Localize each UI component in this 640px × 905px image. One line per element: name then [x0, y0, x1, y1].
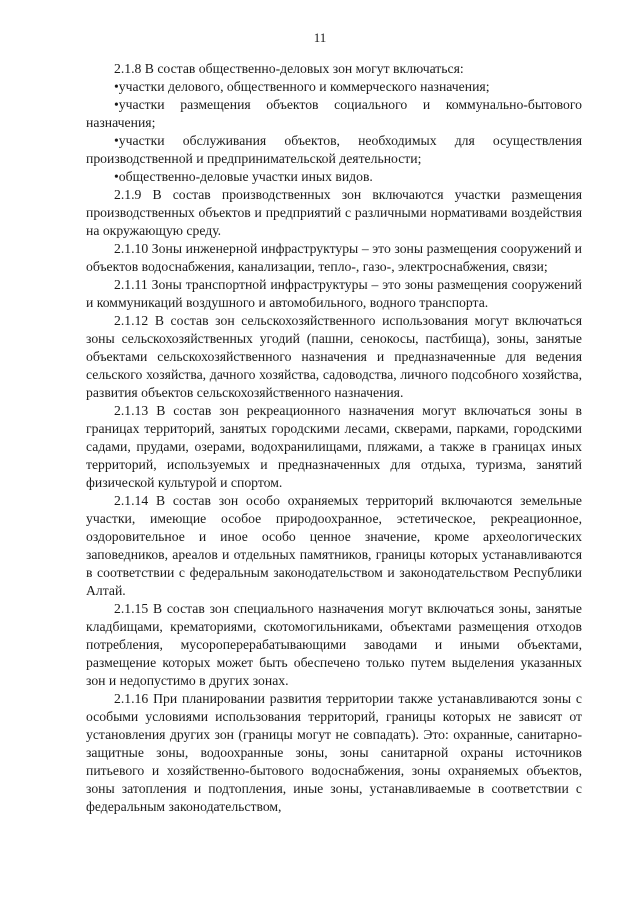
paragraph-2-1-13: 2.1.13 В состав зон рекреационного назначения могут включаться зоны в границах территорий, занятых городскими лесами, скверами, парками, городскими садами, прудами, озерами, водохранилищами, пляжами, а также в границах иных территорий, используемых и предназначенных для отдыха, туризма, занятий физической культурой и спортом. — [86, 403, 582, 490]
paragraph-2-1-15: 2.1.15 В состав зон специального назначения могут включаться зоны, занятые кладбищами, крематориями, скотомогильниками, объектами размещения отходов потребления, мусороперерабатывающими заводами и иными объектами, размещение которых может быть обеспечено только путем выделения указанных зон и недопустимо в других зонах. — [86, 601, 582, 688]
bullet-item: •общественно-деловые участки иных видов. — [114, 169, 373, 184]
paragraph-2-1-10: 2.1.10 Зоны инженерной инфраструктуры – это зоны размещения сооружений и объектов водоснабжения, канализации, тепло-, газо-, электроснабжения, связи; — [86, 241, 582, 274]
paragraph-2-1-8: 2.1.8 В состав общественно-деловых зон могут включаться: — [114, 61, 464, 76]
paragraph-2-1-14: 2.1.14 В состав зон особо охраняемых территорий включаются земельные участки, имеющие особое природоохранное, эстетическое, рекреационное, оздоровительное и иное особо ценное значение, кроме археологических заповедников, ареалов и отдельных памятников, границы которых устанавливаются в соответствии с федеральным законодательством и законодательством Республики Алтай. — [86, 493, 582, 598]
page-number: 11 — [313, 30, 327, 45]
paragraph-2-1-9: 2.1.9 В состав производственных зон включаются участки размещения производственных объектов и предприятий с различными нормативами воздействия на окружающую среду. — [86, 187, 582, 238]
paragraph-2-1-12: 2.1.12 В состав зон сельскохозяйственного использования могут включаться зоны сельскохозяйственных угодий (пашни, сенокосы, пастбища), зоны, занятые объектами сельскохозяйственного назначения и предназначенные для ведения сельского хозяйства, дачного хозяйства, садоводства, личного подсобного хозяйства, развития объектов сельскохозяйственного назначения. — [86, 313, 582, 400]
document-body — [86, 60, 582, 816]
bullet-item: •участки делового, общественного и коммерческого назначения; — [114, 79, 490, 94]
bullet-item: •участки обслуживания объектов, необходимых для осуществления производственной и предпринимательской деятельности; — [86, 133, 582, 166]
paragraph-2-1-11: 2.1.11 Зоны транспортной инфраструктуры – это зоны размещения сооружений и коммуникаций воздушного и автомобильного, водного транспорта. — [86, 277, 582, 310]
bullet-item: •участки размещения объектов социального и коммунально-бытового назначения; — [86, 97, 582, 130]
paragraph-2-1-16: 2.1.16 При планировании развития территории также устанавливаются зоны с особыми условиями использования территорий, границы которых не зависят от установления других зон (границы могут не совпадать). Это: охранные, санитарно-защитные зоны, водоохранные зоны, зоны санитарной охраны источников питьевого и хозяйственно-бытового водоснабжения, зоны охраняемых объектов, зоны затопления и подтопления, иные зоны, устанавливаемые в соответствии с федеральным законодательством, — [86, 691, 582, 814]
